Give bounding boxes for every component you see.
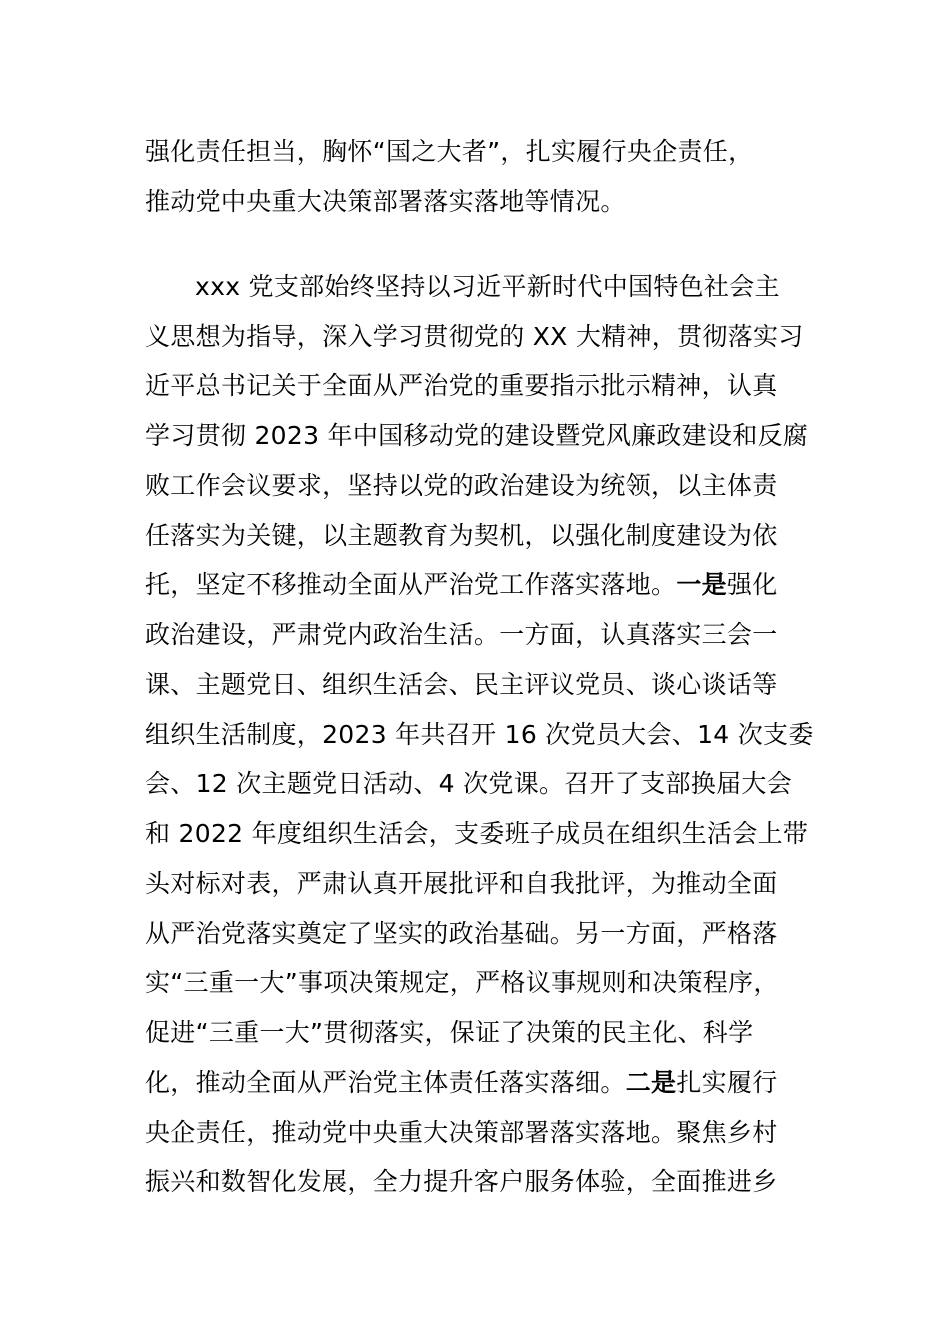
paragraph-line-7 [145, 568, 778, 602]
paragraph-line-5: 败工作会议要求，坚持以党的政治建设为统领，以主体责 [145, 471, 778, 500]
paragraph-line-14: 从严治党落实奠定了坚实的政治基础。另一方面，严格落 [145, 919, 778, 948]
paragraph-line-19: 振兴和数智化发展，全力提升客户服务体验，全面推进乡 [145, 1167, 778, 1196]
paragraph-line-15: 实“三重一大”事项决策规定，严格议事规则和决策程序， [145, 968, 779, 997]
paragraph-line-6: 任落实为关键，以主题教育为契机，以强化制度建设为依 [145, 521, 778, 550]
paragraph-line-18: 央企责任，推动党中央重大决策部署落实落地。聚焦乡村 [145, 1118, 778, 1147]
paragraph-line-12: 和 2022 年度组织生活会，支委班子成员在组织生活会上带 [145, 819, 809, 848]
text-segment: 化，推动全面从严治党主体责任落实落细。 [145, 1068, 626, 1097]
text-segment: 托，坚定不移推动全面从严治党工作落实落地。 [145, 570, 677, 599]
paragraph-line-17 [145, 1066, 778, 1100]
text-segment: 强化 [726, 570, 778, 599]
paragraph-line-2: 义思想为指导，深入学习贯彻党的 XX 大精神，贯彻落实习 [145, 322, 804, 351]
bold-marker: 二是 [625, 1068, 677, 1097]
heading-line-1: 强化责任担当，胸怀“国之大者”，扎实履行央企责任， [145, 137, 754, 166]
paragraph-line-10: 组织生活制度，2023 年共召开 16 次党员大会、14 次支委 [145, 720, 814, 749]
paragraph-line-16: 促进“三重一大”贯彻落实，保证了决策的民主化、科学 [145, 1018, 754, 1047]
paragraph-line-8: 政治建设，严肃党内政治生活。一方面，认真落实三会一 [145, 620, 778, 649]
paragraph-line-4: 学习贯彻 2023 年中国移动党的建设暨党风廉政建设和反腐 [145, 421, 809, 450]
heading-line-2: 推动党中央重大决策部署落实落地等情况。 [145, 187, 626, 216]
paragraph-line-3: 近平总书记关于全面从严治党的重要指示批示精神，认真 [145, 371, 778, 400]
paragraph-line-13: 头对标对表，严肃认真开展批评和自我批评，为推动全面 [145, 869, 778, 898]
bold-marker: 一是 [676, 570, 727, 599]
paragraph-line-11: 会、12 次主题党日活动、4 次党课。召开了支部换届大会 [145, 769, 793, 798]
text-segment: 扎实履行 [676, 1068, 778, 1097]
paragraph-line-9: 课、主题党日、组织生活会、民主评议党员、谈心谈话等 [145, 670, 778, 699]
paragraph-line-1: xxx 党支部始终坚持以习近平新时代中国特色社会主 [195, 272, 780, 301]
